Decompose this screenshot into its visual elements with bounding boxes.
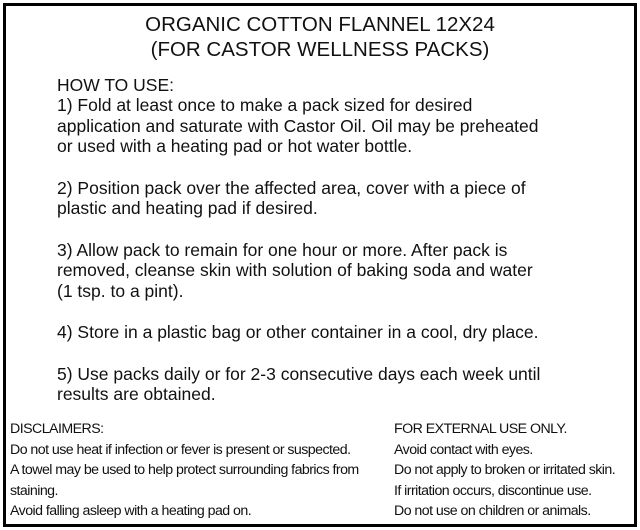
disclaimer-line-1: Do not use heat if infection or fever is present or suspected. — [10, 441, 351, 458]
disclaimer-line-4: Avoid falling asleep with a heating pad on. — [10, 503, 252, 519]
external-use-line-3: If irritation occurs, discontinue use. — [394, 482, 592, 499]
external-use-section — [394, 419, 634, 522]
step-4: 4) Store in a plastic bag or other container in a cool, dry place. — [57, 322, 539, 342]
external-use-heading: FOR EXTERNAL USE ONLY. — [394, 421, 567, 437]
product-title — [6, 12, 634, 62]
disclaimer-line-3: staining. — [10, 482, 58, 499]
title-line-1: ORGANIC COTTON FLANNEL 12X24 — [145, 13, 495, 36]
external-use-line-2: Do not apply to broken or irritated skin. — [394, 462, 616, 478]
title-line-2: (FOR CASTOR WELLNESS PACKS) — [150, 38, 490, 61]
disclaimers-heading: DISCLAIMERS: — [10, 421, 104, 437]
disclaimers-section — [10, 419, 395, 522]
how-to-use-steps — [57, 95, 632, 405]
label-border — [3, 3, 637, 527]
step-2: 2) Position pack over the affected area, cover with a piece of plastic and heating pad if desired. — [57, 177, 526, 218]
external-use-line-4: Do not use on children or animals. — [394, 503, 591, 519]
external-use-line-1: Avoid contact with eyes. — [394, 441, 533, 458]
step-5: 5) Use packs daily or for 2-3 consecutive days each week until results are obtained. — [57, 363, 541, 404]
how-to-use-heading: HOW TO USE: — [57, 75, 175, 95]
disclaimer-line-2: A towel may be used to help protect surrounding fabrics from — [10, 462, 359, 478]
step-1: 1) Fold at least once to make a pack sized for desired application and saturate with Castor Oil. Oil may be preheated or used with a heating pad or hot water bottle. — [57, 95, 539, 156]
step-3: 3) Allow pack to remain for one hour or more. After pack is removed, cleanse skin with solution of baking soda and water (1 tsp. to a pint). — [57, 239, 533, 301]
